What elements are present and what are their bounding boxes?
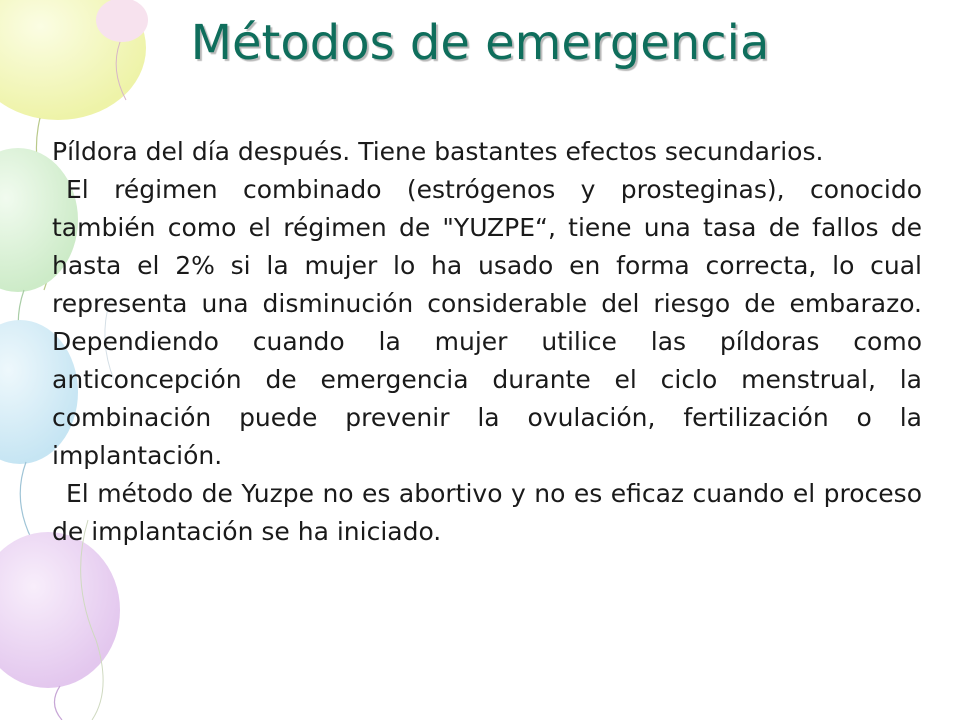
paragraph-pildora: Píldora del día después. Tiene bastantes efectos secundarios. [52, 137, 824, 166]
paragraph-metodo-yuzpe: El método de Yuzpe no es abortivo y no es eficaz cuando el proceso de implantación se ha iniciado. [52, 479, 922, 546]
paragraph-regimen-combinado: El régimen combinado (estrógenos y prosteginas), conocido también como el régimen de "YUZPE“, tiene una tasa de fallos de hasta el 2% si la mujer lo ha usado en forma correcta, lo cual representa una disminución considerable del riesgo de embarazo. Dependiendo cuando la mujer utilice las píldoras como anticoncepción de emergencia durante el ciclo menstrual, la combinación puede prevenir la ovulación, fertilización o la implantación. [52, 175, 922, 470]
slide-body [52, 133, 922, 551]
slide-title: Métodos de emergencia [190, 15, 770, 71]
